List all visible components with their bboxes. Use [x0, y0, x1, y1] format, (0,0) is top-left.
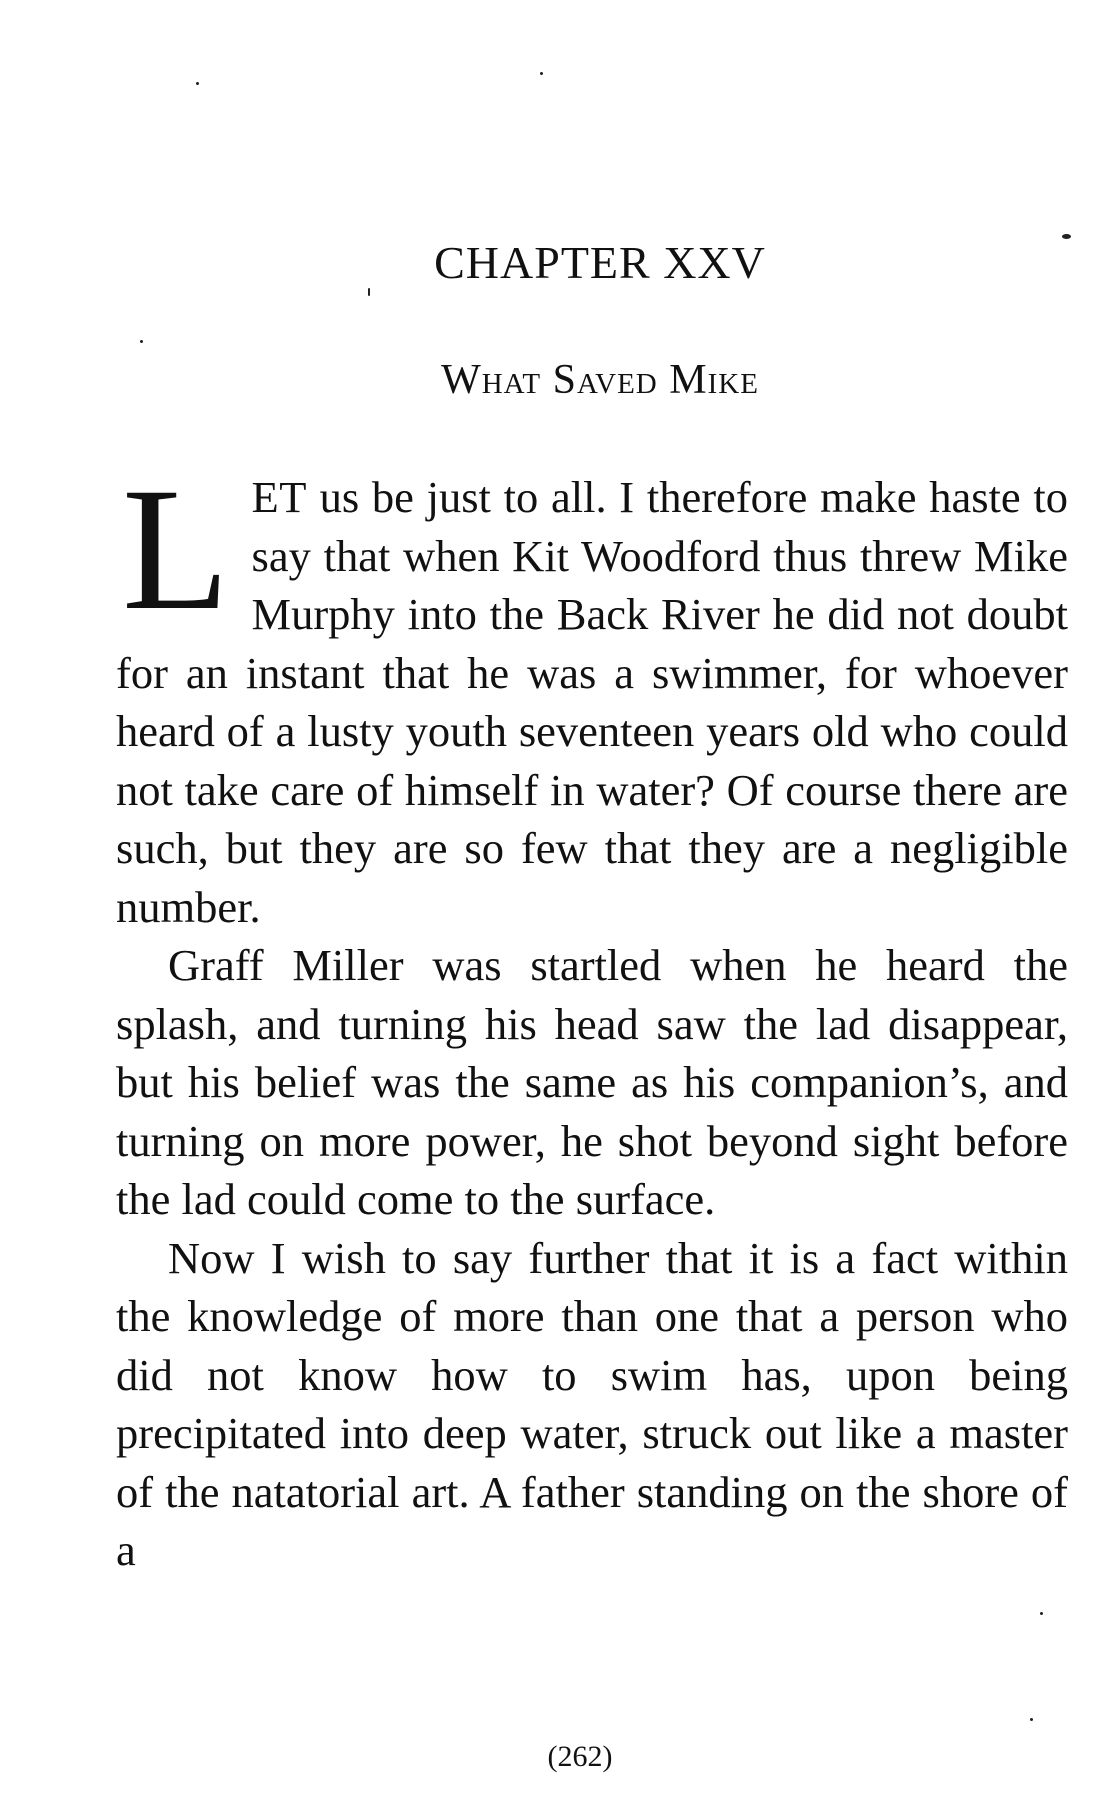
- chapter-heading: CHAPTER XXV: [434, 237, 766, 288]
- scan-speck: [196, 82, 199, 85]
- scan-speck: [368, 288, 370, 296]
- page-number: (262): [547, 1740, 613, 1773]
- paragraph-3: Now I wish to say further that it is a fact within the knowledge of more than one that a person who did not know how to swim has, upon being precipitated into deep water, struck out like a master of the natatorial art. A father standing on the shore of a: [116, 1232, 1068, 1575]
- drop-cap: L: [122, 452, 230, 647]
- scan-speck: [1040, 1612, 1043, 1615]
- chapter-body: [116, 452, 1068, 1580]
- scan-speck: [1062, 234, 1071, 239]
- scan-speck: [540, 72, 543, 75]
- paragraph-1-text: us be just to all. I therefore make haste to say that when Kit Woodford thus threw Mike Murphy into the Back River he did not doubt for an instant that he was a swimmer, for whoever heard of a lusty youth seventeen years old who could not take care of himself in water? Of course there are such, but they are so few that they are a negligible number.: [116, 472, 1068, 932]
- scan-speck: [140, 340, 143, 343]
- scan-speck: [1030, 1718, 1033, 1721]
- chapter-title: What Saved Mike: [441, 357, 759, 403]
- paragraph-2: Graff Miller was startled when he heard the splash, and turning his head saw the lad disappear, but his belief was the same as his companion’s, and turning on more power, he shot beyond sight before the lad could come to the surface.: [116, 940, 1068, 1224]
- paragraph-1: [116, 452, 1068, 936]
- paragraph-1-lead: ET: [251, 472, 307, 522]
